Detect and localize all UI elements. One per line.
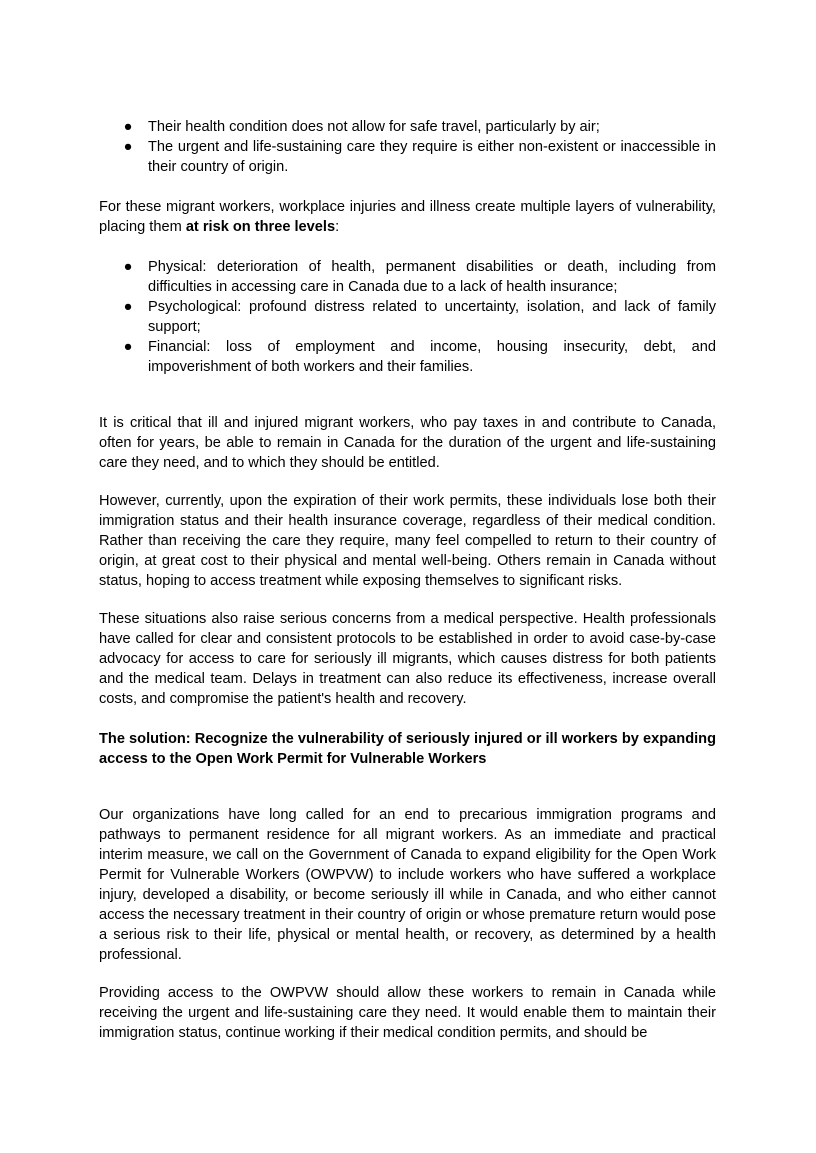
section-heading [99,729,716,769]
risk-levels-list [99,257,716,377]
bullet-icon: ● [123,299,133,315]
list-item [99,257,716,297]
body-paragraph: However, currently, upon the expiration of their work permits, these individuals lose both their immigration status and their health insurance coverage, regardless of their medical condition. Rather than receiving the care they require, many feel compelled to return to their country of origin, at great cost to their physical and mental well-being. Others remain in Canada without status, hoping to access treatment while exposing themselves to significant risks. [99,493,716,589]
list-item [99,117,716,137]
body-paragraph: Our organizations have long called for an end to precarious immigration programs and pathways to permanent residence for all migrant workers. As an immediate and practical interim measure, we call on the Government of Canada to expand eligibility for the Open Work Permit for Vulnerable Workers (OWPVW) to include workers who have suffered a workplace injury, developed a disability, or become seriously ill while in Canada, and who either cannot access the necessary treatment in their country of origin or whose premature return would pose a serious risk to their life, physical or mental health, or recovery, as determined by a health professional. [99,807,716,963]
intro-end: : [335,219,340,235]
body-paragraph: It is critical that ill and injured migrant workers, who pay taxes in and contribute to Canada, often for years, be able to remain in Canada for the duration of the urgent and life-sustaining care they need, and to which they should be entitled. [99,415,716,471]
body-paragraph: These situations also raise serious concerns from a medical perspective. Health professionals have called for clear and consistent protocols to be established in order to avoid case-by-case advocacy for access to care for seriously ill migrants, which causes distress for both patients and the medical team. Delays in treatment can also reduce its effectiveness, increase overall costs, and compromise the patient's health and recovery. [99,611,716,707]
list-item-text: Financial: loss of employment and income, housing insecurity, debt, and impoverishment of both workers and their families. [148,339,716,375]
list-item [99,297,716,337]
health-conditions-list [99,117,716,177]
page-content [99,117,716,1043]
list-item-text: Their health condition does not allow for safe travel, particularly by air; [148,119,600,135]
list-item-text: Psychological: profound distress related to uncertainty, isolation, and lack of family support; [148,299,716,335]
intro-paragraph [99,197,716,237]
bullet-icon: ● [123,339,133,355]
list-item-text: The urgent and life-sustaining care they require is either non-existent or inaccessible in their country of origin. [148,139,716,175]
intro-emphasis: at risk on three levels [185,219,336,235]
list-item-text: Physical: deterioration of health, permanent disabilities or death, including from difficulties in accessing care in Canada due to a lack of health insurance; [148,259,716,295]
bullet-icon: ● [123,139,133,155]
bullet-icon: ● [123,119,133,135]
list-item [99,337,716,377]
body-paragraph: Providing access to the OWPVW should allow these workers to remain in Canada while receiving the urgent and life-sustaining care they need. It would enable them to maintain their immigration status, continue working if their medical condition permits, and should be [99,985,716,1041]
list-item [99,137,716,177]
intro-text: For these migrant workers, workplace injuries and illness create multiple layers of vulnerability, placing them [99,199,716,235]
section-heading-text: The solution: Recognize the vulnerability of seriously injured or ill workers by expanding access to the Open Work Permit for Vulnerable Workers [99,731,716,767]
bullet-icon: ● [123,259,133,275]
